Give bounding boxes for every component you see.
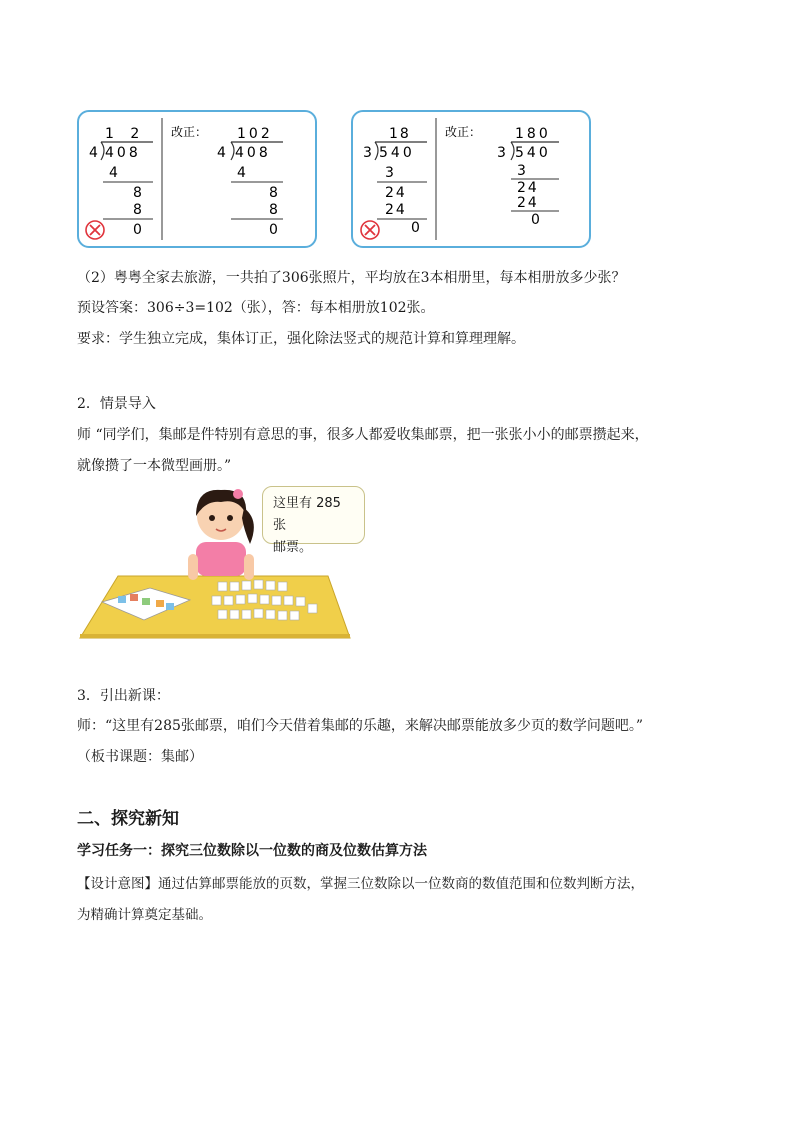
requirement-text: 要求：学生独立完成，集体订正，强化除法竖式的规范计算和算理理解。 [77,331,525,347]
panel-1-wrong-quotient: 1 2 [105,126,146,142]
panel-2-right-step-1: 3 [517,163,526,179]
teacher-dialogue-line-3: 师：“这里有285张邮票，咱们今天借着集邮的乐趣，来解决邮票能放多少页的数学问题吧。” [77,718,644,734]
section-3-title: 3．引出新课： [77,688,170,704]
panel-2-right-divisor: 3 [497,145,506,161]
panel-2-wrong-step-3: 24 [385,202,407,218]
panel-1-right-divisor: 4 [217,145,226,161]
speech-bubble-line-2: 邮票。 [273,540,313,555]
division-panel-1 [77,110,317,248]
board-title: （板书课题：集邮） [77,749,203,765]
panel-1-right-step-2: 8 [269,185,278,201]
panel-1-right-step-3: 8 [269,202,278,218]
panel-2-wrong-dividend: 540 [379,145,415,161]
panel-1-wrong-step-4: 0 [133,222,142,238]
panel-1-right-quotient: 102 [237,126,273,142]
panel-1-correction-label: 改正： [171,125,208,139]
panel-1-drawing [79,112,315,246]
panel-2-wrong-divisor: 3 [363,145,372,161]
design-intent-line-2: 为精确计算奠定基础。 [77,907,212,923]
panel-2-wrong-step-4: 0 [411,220,420,236]
panel-2-wrong-step-1: 3 [385,165,394,181]
question-2: （2）粤粤全家去旅游，一共拍了306张照片，平均放在3本相册里，每本相册放多少张？ [77,270,626,286]
panel-1-wrong-divisor: 4 [89,145,98,161]
panel-2-wrong-step-2: 24 [385,185,407,201]
preset-answer: 预设答案：306÷3=102（张），答：每本相册放102张。 [77,300,435,316]
panel-2-right-dividend: 540 [515,145,551,161]
panel-1-wrong-step-2: 8 [133,185,142,201]
design-intent-line-1: 【设计意图】通过估算邮票能放的页数，掌握三位数除以一位数商的数值范围和位数判断方法， [77,876,644,892]
wrong-mark-icon [361,221,379,239]
panel-1-wrong-step-1: 4 [109,165,118,181]
panel-1-wrong-step-3: 8 [133,202,142,218]
panel-2-drawing [353,112,589,246]
part-2-heading: 二、探究新知 [77,809,179,829]
speech-bubble [262,486,365,555]
speech-bubble-line-1: 这里有 285 张 [273,496,341,533]
panel-1-wrong-dividend: 408 [105,145,141,161]
panel-1-right-dividend: 408 [235,145,271,161]
wrong-mark-icon [86,221,104,239]
teacher-dialogue-line-2: 就像攒了一本微型画册。” [77,458,232,474]
panel-2-right-step-4: 0 [531,212,540,228]
panel-1-right-step-4: 0 [269,222,278,238]
task-1-title: 学习任务一：探究三位数除以一位数的商及位数估算方法 [77,843,427,859]
panel-2-right-step-3: 24 [517,195,539,211]
panel-2-right-step-2: 24 [517,180,539,196]
section-2-title: 2．情景导入 [77,396,156,412]
panel-1-right-step-1: 4 [237,165,246,181]
division-panel-2 [351,110,591,248]
panel-2-right-quotient: 180 [515,126,551,142]
panel-2-wrong-quotient: 18 [389,126,411,142]
panel-2-correction-label: 改正： [445,125,482,139]
teacher-dialogue-line-1: 师 “同学们，集邮是件特别有意思的事，很多人都爱收集邮票，把一张张小小的邮票攒起来， [77,427,649,443]
